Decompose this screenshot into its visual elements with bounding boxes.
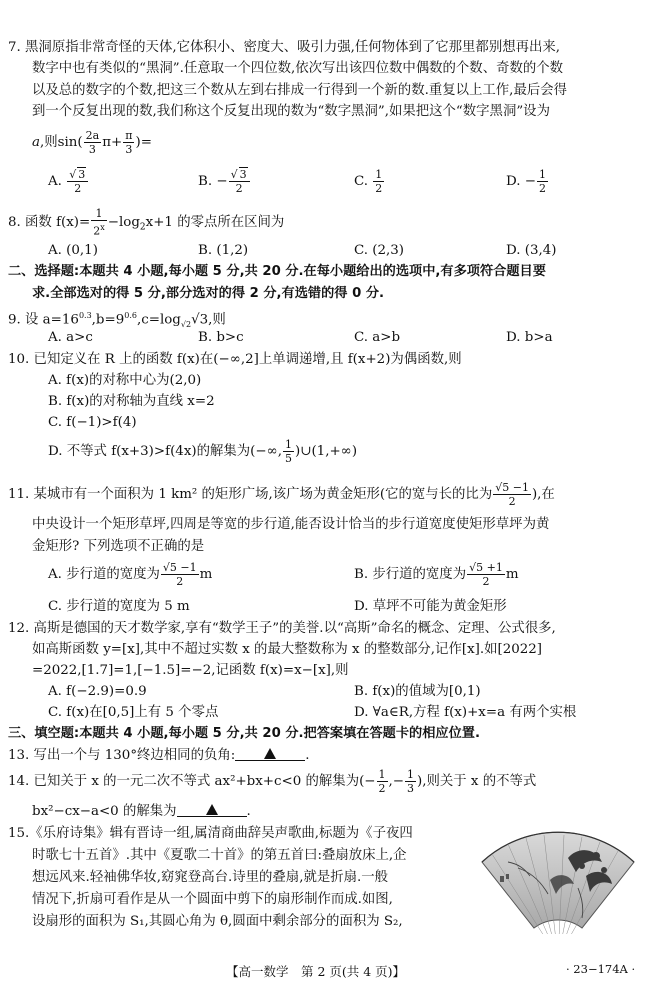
- triangle-marker-icon: [206, 804, 218, 815]
- q11-option-a[interactable]: [48, 561, 212, 589]
- exponent: x: [100, 223, 105, 232]
- q14-line-1: [8, 768, 536, 796]
- q14-l1-a: 14. 已知关于 x 的一元二次不等式 ax²+bx+c<0 的解集为(−: [8, 774, 376, 789]
- var-a: a: [32, 135, 40, 150]
- frac: [537, 169, 548, 194]
- opt-label: D. −: [506, 174, 536, 189]
- frac-den: 2: [235, 182, 243, 195]
- q7-frac-1: [84, 130, 102, 155]
- frac: [467, 562, 505, 587]
- q7-line-2: 数字中也有类似的“黑洞”.任意取一个四位数,依次写出该四位数中偶数的个数、奇数的个数: [32, 61, 564, 76]
- frac-num: √5 −1: [495, 481, 529, 494]
- q9-c: ,c=log: [136, 312, 181, 328]
- q7-line-1: 7. 黑洞原指非常奇怪的天体,它体积小、密度大、吸引力强,任何物体到了它那里都别想再出来,: [8, 40, 561, 55]
- q10-d-a: D. 不等式 f(x+3)>f(4x)的解集为(−∞,: [48, 444, 283, 459]
- q12-option-d[interactable]: D. ∀a∈R,方程 f(x)+x=a 有两个实根: [354, 705, 577, 720]
- q14-l1-b: ),则关于 x 的不等式: [417, 774, 537, 789]
- q9-exp-1: 0.3: [78, 311, 92, 320]
- frac-num: 1: [378, 768, 386, 781]
- q8-option-c[interactable]: C. (2,3): [354, 243, 405, 258]
- q13-period: .: [305, 748, 310, 763]
- q15-line-5: 设扇形的面积为 S₁,其圆心角为 θ,圆面中剩余部分的面积为 S₂,: [32, 914, 403, 929]
- q14-period: .: [246, 804, 251, 819]
- opt-text: A. 步行道的宽度为: [48, 567, 160, 582]
- unit: m: [199, 567, 213, 582]
- frac-num: 1: [539, 168, 546, 181]
- section-3-heading: 三、填空题:本题共 4 小题,每小题 5 分,共 20 分.把答案填在答题卡的相应位置.: [8, 726, 480, 741]
- opt-text: B. 步行道的宽度为: [354, 567, 467, 582]
- q14-answer-blank[interactable]: [177, 802, 247, 817]
- frac-den: 2: [176, 575, 184, 588]
- q7-frac-2-num: π: [125, 129, 133, 142]
- base: 2: [93, 224, 101, 238]
- q8-option-d[interactable]: D. (3,4): [506, 243, 557, 258]
- footer-page-info: 【高一数学 第 2 页(共 4 页)】: [226, 964, 406, 979]
- frac-den: 5: [285, 452, 293, 465]
- q7-pi-plus: π+: [102, 135, 123, 150]
- q7-line-4: 到一个反复出现的数,我们称这个反复出现的数为“数字黑洞”,如果把这个“数字黑洞”设为: [32, 104, 550, 119]
- frac-den: 2: [378, 782, 386, 795]
- q13-text: 13. 写出一个与 130°终边相同的负角:: [8, 748, 236, 763]
- q7-frac-2: [123, 130, 134, 155]
- folding-fan-image: [478, 828, 638, 934]
- q8-frac: [91, 208, 107, 237]
- q7-option-d[interactable]: [506, 168, 549, 196]
- q7-frac-1-den: 3: [88, 143, 96, 156]
- q14-mid: ,−: [388, 774, 405, 789]
- q9-log-base: √2: [180, 320, 192, 330]
- frac-num: 1: [375, 168, 383, 181]
- q9-option-d[interactable]: D. b>a: [506, 330, 553, 345]
- q8-option-b[interactable]: B. (1,2): [198, 243, 249, 258]
- q13-stem: [8, 746, 310, 766]
- frac: [493, 482, 531, 507]
- q15-line-3: 想远风来.轻袖佛华妆,窈窕登高台.诗里的叠扇,就是折扇.一般: [32, 870, 389, 885]
- q14-line-2: [32, 802, 251, 822]
- q7-option-a[interactable]: [48, 168, 89, 196]
- q12-line-3: =2022,[1.7]=1,[−1.5]=−2,记函数 f(x)=x−[x],则: [32, 663, 349, 678]
- q7-line-3: 以及总的数字的个数,把这三个数从左到右排成一行得到一个新的数.重复以上工作,最后会得: [32, 83, 568, 98]
- frac-den: 3: [407, 782, 415, 795]
- frac-num: √ 3: [67, 169, 88, 182]
- q11-option-b[interactable]: [354, 561, 519, 589]
- q9-stem: [8, 306, 226, 335]
- q7-line-5: [32, 130, 152, 156]
- q10-option-b[interactable]: B. f(x)的对称轴为直线 x=2: [48, 394, 215, 409]
- frac-den: 2: [74, 182, 82, 195]
- q11-option-c[interactable]: C. 步行道的宽度为 5 m: [48, 599, 190, 614]
- q9-a: 9. 设 a=16: [8, 312, 79, 328]
- frac-den: 2: [375, 182, 383, 195]
- q14-text: bx²−cx−a<0 的解集为: [32, 804, 177, 819]
- q11-line-2: 中央设计一个矩形草坪,四周是等宽的步行道,能否设计恰当的步行道宽度使矩形草坪为黄: [32, 517, 550, 532]
- q7-sin: ,则sin(: [39, 135, 83, 150]
- q8-option-a[interactable]: A. (0,1): [48, 243, 98, 258]
- frac-num: 1: [407, 768, 415, 781]
- q11-option-d[interactable]: D. 草坪不可能为黄金矩形: [354, 599, 507, 614]
- frac: [377, 769, 388, 794]
- q9-exp-2: 0.6: [124, 311, 137, 320]
- q7-eq: )=: [135, 135, 152, 150]
- q8-stem: [8, 208, 284, 241]
- q7-frac-2-den: 3: [125, 143, 133, 156]
- q9-option-a[interactable]: A. a>c: [48, 330, 93, 345]
- section-2-heading-1: 二、选择题:本题共 4 小题,每小题 5 分,共 20 分.在每小题给出的选项中,有多项符合题目要: [8, 264, 546, 279]
- q10-option-d[interactable]: [48, 438, 357, 466]
- q7-frac-1-num: 2a: [85, 129, 100, 142]
- frac: [67, 169, 88, 194]
- frac-den: 2: [482, 575, 490, 588]
- q10-stem: 10. 已知定义在 R 上的函数 f(x)在(−∞,2]上单调递增,且 f(x+2)为偶函数,则: [8, 352, 462, 367]
- opt-label: A.: [48, 174, 62, 189]
- q9-b: ,b=9: [91, 312, 125, 328]
- frac-den: 2: [508, 495, 516, 508]
- frac: [283, 439, 294, 464]
- q8-stem-b: −log: [107, 214, 140, 230]
- q7-option-b[interactable]: [198, 168, 251, 196]
- q11-line-1: [8, 481, 555, 509]
- q10-option-a[interactable]: A. f(x)的对称中心为(2,0): [48, 373, 202, 388]
- q8-stem-c: x+1 的零点所在区间为: [145, 214, 285, 230]
- log-base: 2: [139, 222, 146, 233]
- q9-option-c[interactable]: C. a>b: [354, 330, 401, 345]
- unit: m: [505, 567, 519, 582]
- q10-d-b: )∪(1,+∞): [295, 444, 358, 459]
- frac-num: √5 +1: [469, 561, 503, 574]
- radicand: 3: [239, 168, 247, 181]
- q15-line-2: 时歌七十五首》.其中《夏歌二十首》的第五首曰:叠扇放床上,企: [32, 848, 407, 863]
- frac: [373, 169, 384, 194]
- radicand: 3: [78, 168, 86, 181]
- q12-option-a[interactable]: A. f(−2.9)=0.9: [48, 684, 147, 699]
- opt-label: B. −: [198, 174, 228, 189]
- q12-option-b[interactable]: B. f(x)的值域为[0,1): [354, 684, 481, 699]
- opt-label: C.: [354, 174, 369, 189]
- frac: [405, 769, 416, 794]
- q11-line-3: 金矩形? 下列选项不正确的是: [32, 539, 205, 554]
- frac-num: 1: [285, 438, 293, 451]
- frac-num: √ 3: [229, 169, 250, 182]
- q12-line-1: 12. 高斯是德国的天才数学家,享有“数学王子”的美誉.以“高斯”命名的概念、定理、公式很多,: [8, 621, 556, 636]
- q11-l1-a: 11. 某城市有一个面积为 1 km² 的矩形广场,该广场为黄金矩形(它的宽与长的比为: [8, 487, 493, 502]
- q11-l1-b: ),在: [531, 487, 555, 502]
- q15-line-4: 情况下,折扇可看作是从一个圆面中剪下的扇形制作而成.如图,: [32, 892, 393, 907]
- frac: [229, 169, 250, 194]
- q12-option-c[interactable]: C. f(x)在[0,5]上有 5 个零点: [48, 705, 219, 720]
- q15-line-1: 15.《乐府诗集》辑有晋诗一组,属清商曲辞吴声歌曲,标题为《子夜四: [8, 826, 413, 841]
- footer-code: · 23−174A ·: [566, 962, 636, 976]
- frac-den: [91, 221, 107, 237]
- frac-num: 1: [91, 208, 107, 221]
- q9-d: √3,则: [191, 312, 226, 328]
- frac-den: 2: [539, 182, 546, 195]
- q12-line-2: 如高斯函数 y=[x],其中不超过实数 x 的最大整数称为 x 的整数部分,记作[x].如[2022]: [32, 642, 543, 657]
- frac-num: √5 −1: [162, 561, 197, 574]
- q7-option-c[interactable]: [354, 168, 385, 196]
- q8-stem-a: 8. 函数 f(x)=: [8, 214, 91, 230]
- frac: [161, 562, 199, 587]
- triangle-marker-icon: [264, 748, 276, 759]
- q10-option-c[interactable]: C. f(−1)>f(4): [48, 415, 137, 430]
- q13-answer-blank[interactable]: [235, 746, 305, 761]
- q9-option-b[interactable]: B. b>c: [198, 330, 244, 345]
- section-2-heading-2: 求.全部选对的得 5 分,部分选对的得 2 分,有选错的得 0 分.: [32, 286, 385, 301]
